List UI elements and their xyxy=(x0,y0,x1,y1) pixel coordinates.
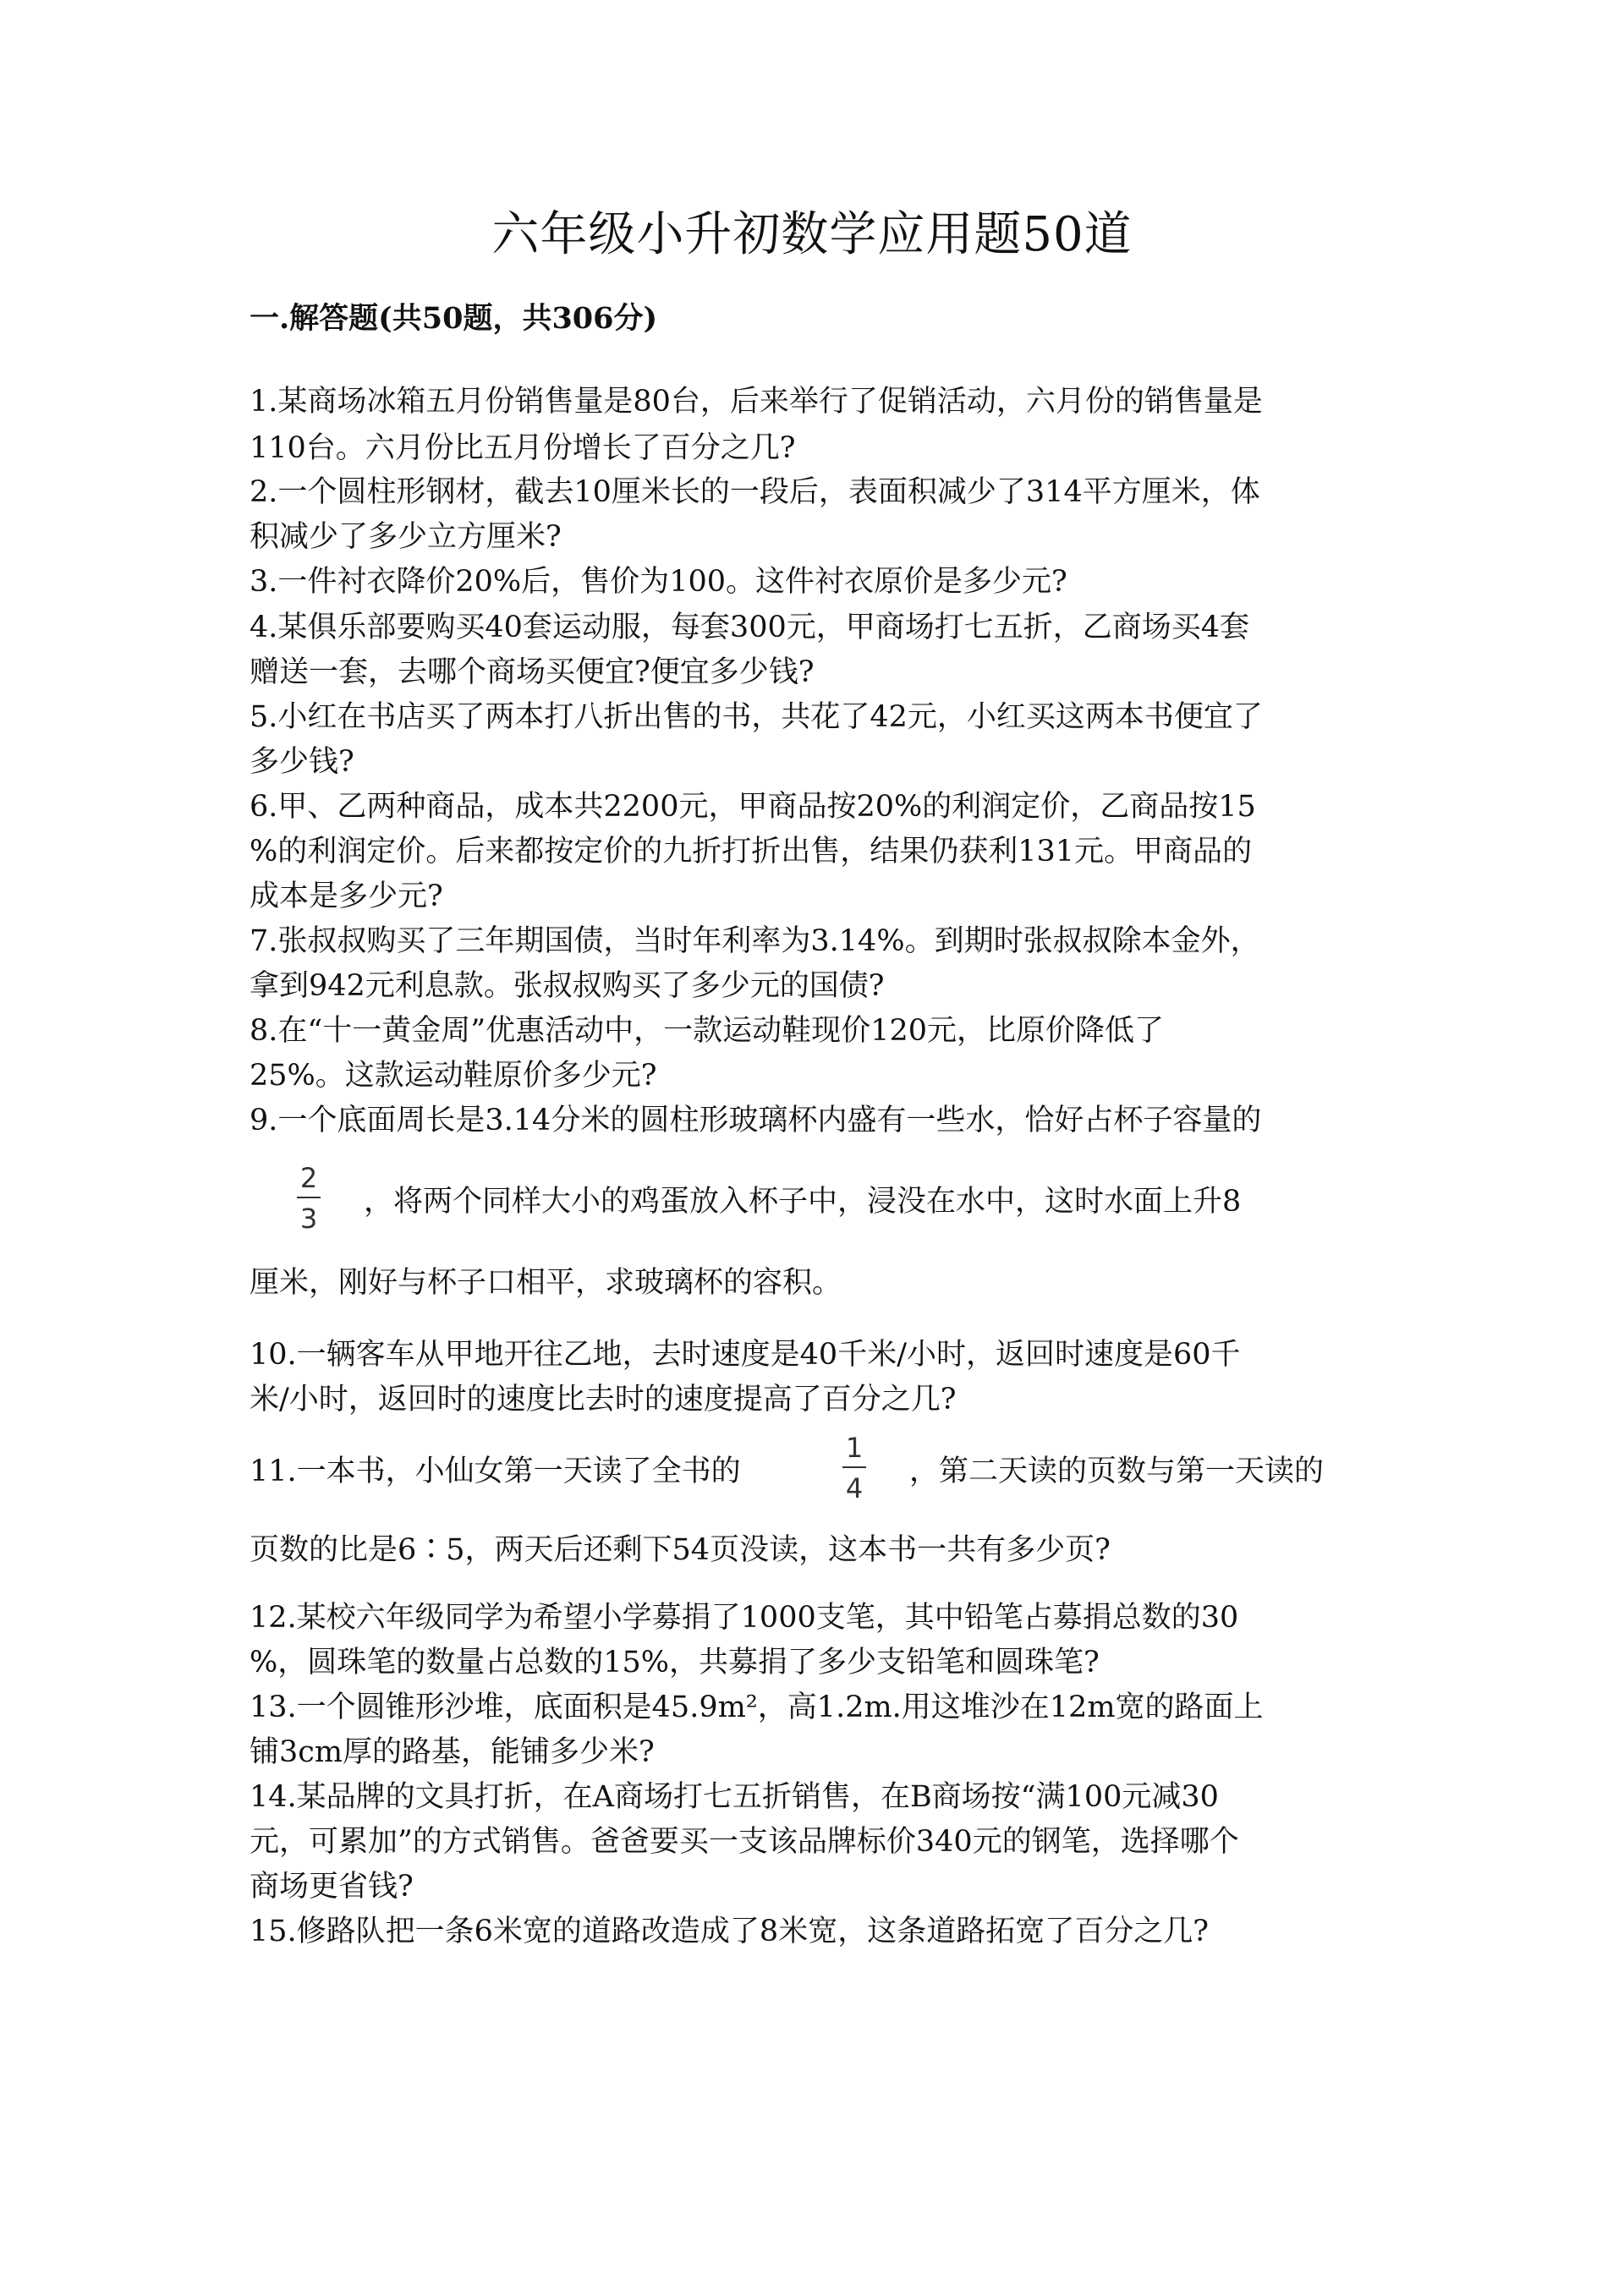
q4-line1: 4.某俱乐部要购买40套运动服，每套300元，甲商场打七五折，乙商场买4套 xyxy=(250,611,1250,644)
q8-line2: 25%。这款运动鞋原价多少元? xyxy=(250,1059,657,1093)
q12-line2: %，圆珠笔的数量占总数的15%，共募捐了多少支铅笔和圆珠笔? xyxy=(250,1646,1100,1680)
q3-line1: 3.一件衬衣降价20%后，售价为100。这件衬衣原价是多少元? xyxy=(250,565,1067,599)
q12-line1: 12.某校六年级同学为希望小学募捐了1000支笔，其中铅笔占募捐总数的30 xyxy=(250,1601,1239,1635)
q9-line2: ，将两个同样大小的鸡蛋放入杯子中，浸没在水中，这时水面上升8 xyxy=(364,1185,1242,1219)
q8-line1: 8.在“十一黄金周”优惠活动中，一款运动鞋现价120元，比原价降低了 xyxy=(250,1014,1164,1048)
fraction-bar xyxy=(297,1197,321,1198)
q11-line2: 页数的比是6∶5，两天后还剩下54页没读，这本书一共有多少页? xyxy=(250,1533,1111,1567)
q13-line2: 铺3cm厚的路基，能铺多少米? xyxy=(250,1735,655,1769)
q14-line1: 14.某品牌的文具打折，在A商场打七五折销售，在B商场按“满100元减30 xyxy=(250,1780,1219,1814)
q6-line2: %的利润定价。后来都按定价的九折打折出售，结果仍获利131元。甲商品的 xyxy=(250,835,1253,869)
fraction-one-quarter xyxy=(837,1433,871,1504)
fraction-numerator: 1 xyxy=(845,1432,864,1464)
q10-line1: 10.一辆客车从甲地开往乙地，去时速度是40千米/小时，返回时速度是60千 xyxy=(250,1338,1241,1372)
q1-line2: 110台。六月份比五月份增长了百分之几? xyxy=(250,431,796,465)
fraction-bar xyxy=(842,1466,866,1468)
q11-line1-start: 11.一本书，小仙女第一天读了全书的 xyxy=(250,1455,741,1488)
section-heading: 一.解答题(共50题，共306分) xyxy=(250,301,658,336)
q14-line3: 商场更省钱? xyxy=(250,1870,414,1904)
q9-line3: 厘米，刚好与杯子口相平，求玻璃杯的容积。 xyxy=(250,1266,842,1300)
q2-line1: 2.一个圆柱形钢材，截去10厘米长的一段后，表面积减少了314平方厘米，体 xyxy=(250,475,1260,509)
fraction-numerator: 2 xyxy=(299,1162,318,1194)
q14-line2: 元，可累加”的方式销售。爸爸要买一支该品牌标价340元的钢笔，选择哪个 xyxy=(250,1825,1239,1859)
q10-line2: 米/小时，返回时的速度比去时的速度提高了百分之几? xyxy=(250,1383,957,1417)
q1-line1: 1.某商场冰箱五月份销售量是80台，后来举行了促销活动，六月份的销售量是 xyxy=(250,385,1263,419)
fraction-denominator: 4 xyxy=(845,1472,864,1504)
q5-line1: 5.小红在书店买了两本打八折出售的书，共花了42元，小红买这两本书便宜了 xyxy=(250,700,1263,734)
q4-line2: 赠送一套，去哪个商场买便宜?便宜多少钱? xyxy=(250,655,815,689)
q11-line1-end: ，第二天读的页数与第一天读的 xyxy=(909,1455,1325,1488)
q15-line1: 15.修路队把一条6米宽的道路改造成了8米宽，这条道路拓宽了百分之几? xyxy=(250,1915,1209,1948)
q9-line1: 9.一个底面周长是3.14分米的圆柱形玻璃杯内盛有一些水，恰好占杯子容量的 xyxy=(250,1104,1262,1137)
q5-line2: 多少钱? xyxy=(250,745,354,779)
q2-line2: 积减少了多少立方厘米? xyxy=(250,520,562,554)
page-title: 六年级小升初数学应用题50道 xyxy=(491,207,1133,262)
q6-line3: 成本是多少元? xyxy=(250,879,443,913)
q6-line1: 6.甲、乙两种商品，成本共2200元，甲商品按20%的利润定价，乙商品按15 xyxy=(250,790,1256,824)
fraction-two-thirds xyxy=(292,1163,326,1234)
fraction-denominator: 3 xyxy=(299,1203,318,1235)
q7-line2: 拿到942元利息款。张叔叔购买了多少元的国债? xyxy=(250,969,885,1003)
q13-line1: 13.一个圆锥形沙堆，底面积是45.9m²，高1.2m.用这堆沙在12m宽的路面上 xyxy=(250,1690,1264,1724)
q7-line1: 7.张叔叔购买了三年期国债，当时年利率为3.14%。到期时张叔叔除本金外， xyxy=(250,924,1260,958)
